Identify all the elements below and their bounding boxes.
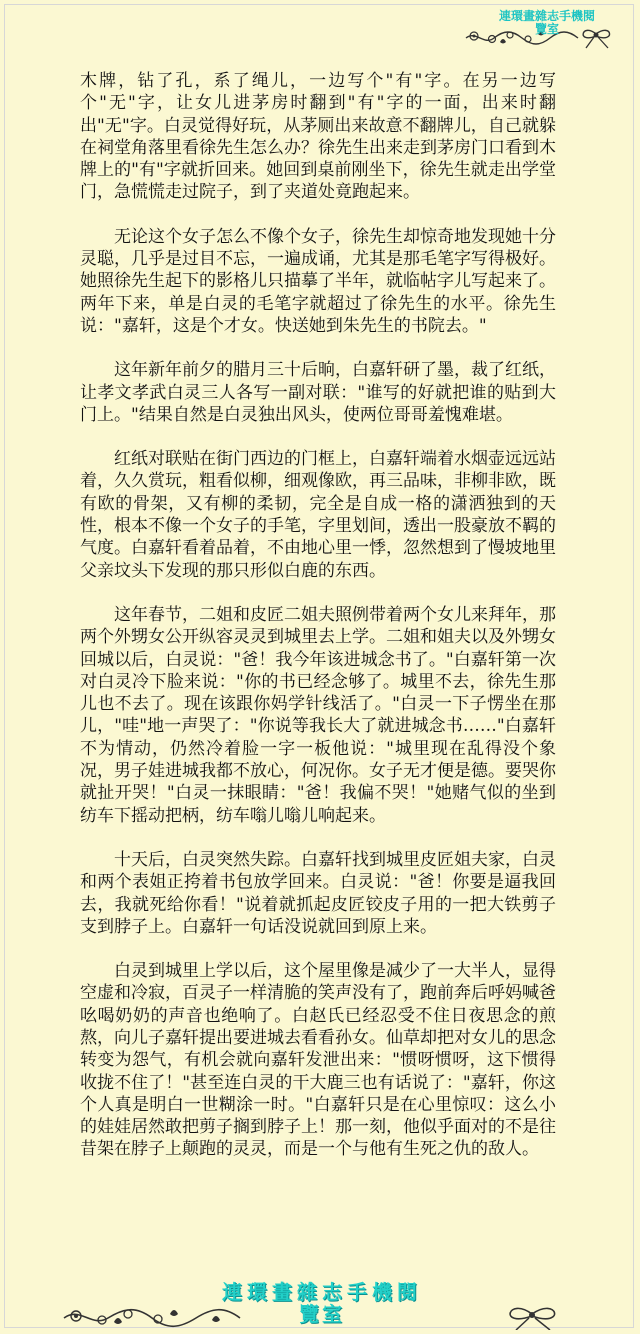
footer-logo: [62, 1280, 582, 1330]
header-title-line1: 連環畫雜志手機閱: [498, 9, 595, 23]
header-title: [482, 10, 612, 36]
paragraph: 这年新年前夕的腊月三十后晌，白嘉轩研了墨，裁了红纸，让孝文孝武白灵三人各写一副对联："谁写的好就把谁的贴到大门上。"结果自然是白灵独出风头，使两位哥哥羞愧难堪。: [80, 360, 556, 425]
paragraph: 十天后，白灵突然失踪。白嘉轩找到城里皮匠姐夫家，白灵和两个表姐正挎着书包放学回来。白灵说："爸！你要是逼我回去，我就死给你看！"说着就抓起皮匠铰皮子用的一把大铁剪子支到脖子上。白嘉轩一句话没说就回到原上来。: [80, 849, 556, 937]
footer-title-line1: 連環畫雜志手機閱: [222, 1280, 422, 1304]
footer-title-line2: 覽室: [299, 1302, 345, 1326]
header-title-line2: 覽室: [534, 22, 559, 36]
article-body: [80, 70, 556, 1183]
header-logo: [464, 6, 624, 50]
paragraph: 无论这个女子怎么不像个女子，徐先生却惊奇地发现她十分灵聪，几乎是过目不忘，一遍成诵，尤其是那毛笔字写得极好。她照徐先生起下的影格儿只描摹了半年，就临帖字儿写起来了。两年下来，单是白灵的毛笔字就超过了徐先生的水平。徐先生说："嘉轩，这是个才女。快送她到朱先生的书院去。": [80, 226, 556, 336]
paragraph: 这年春节，二姐和皮匠二姐夫照例带着两个女儿来拜年，那两个外甥女公开纵容灵灵到城里去上学。二姐和姐夫以及外甥女回城以后，白灵说："爸！我今年该进城念书了。"白嘉轩第一次对白灵冷下脸来说："你的书已经念够了。城里不去，徐先生那儿也不去了。现在该跟你妈学针线活了。"白灵一下子愣坐在那儿，"哇"地一声哭了："你说等我长大了就进城念书……"白嘉轩不为情动，仍然冷着脸一字一板他说："城里现在乱得没个象况，男子娃进城我都不放心，何况你。女子无才便是德。要哭你就扯开哭！"白灵一抹眼睛："爸！我偏不哭！"她赌气似的坐到纺车下摇动把柄，纺车嗡儿嗡儿响起来。: [80, 604, 556, 826]
ribbon-bow-icon: [510, 1308, 555, 1330]
paragraph: 白灵到城里上学以后，这个屋里像是减少了一大半人，显得空虚和冷寂，百灵子一样清脆的笑声没有了，跑前奔后呼妈喊爸吆喝奶奶的声音也绝响了。白赵氏已经忍受不住日夜思念的煎熬，向儿子嘉轩提出要进城去看看孙女。仙草却把对女儿的思念转变为怨气，有机会就向嘉轩发泄出来："惯呀惯呀，这下惯得收拢不住了！"甚至连白灵的干大鹿三也有话说了："嘉轩，你这个人真是明白一世糊涂一时。"白嘉轩只是在心里惊叹：这么小的娃娃居然敢把剪子搁到脖子上！那一刻，他似乎面对的不是往昔架在脖子上颠跑的灵灵，而是一个与他有生死之仇的敌人。: [80, 961, 556, 1160]
paragraph: 木牌，钻了孔，系了绳儿，一边写个"有"字。在另一边写个"无"字，让女儿进茅房时翻到"有"字的一面，出来时翻出"无"字。白灵觉得好玩，从茅厕出来故意不翻牌儿，自己就躲在祠堂角落里看徐先生怎么办？徐先生出来走到茅房门口看到木牌上的"有"字就折回来。她回到桌前刚坐下，徐先生就走出学堂门，急慌慌走过院子，到了夹道处竟跑起来。: [80, 71, 556, 203]
paragraph: 红纸对联贴在街门西边的门框上，白嘉轩端着水烟壶远远站着，久久赏玩，粗看似柳，细观像欧，再三品味，非柳非欧，既有欧的骨架，又有柳的柔韧，完全是自成一格的潇洒独到的天性，根本不像一个女子的手笔，字里划间，透出一股豪放不羁的气度。白嘉轩看着品着，不由地心里一悸，忽然想到了慢坡地里父亲坟头下发现的那只形似白鹿的东西。: [80, 449, 556, 581]
footer-title: [142, 1281, 502, 1325]
